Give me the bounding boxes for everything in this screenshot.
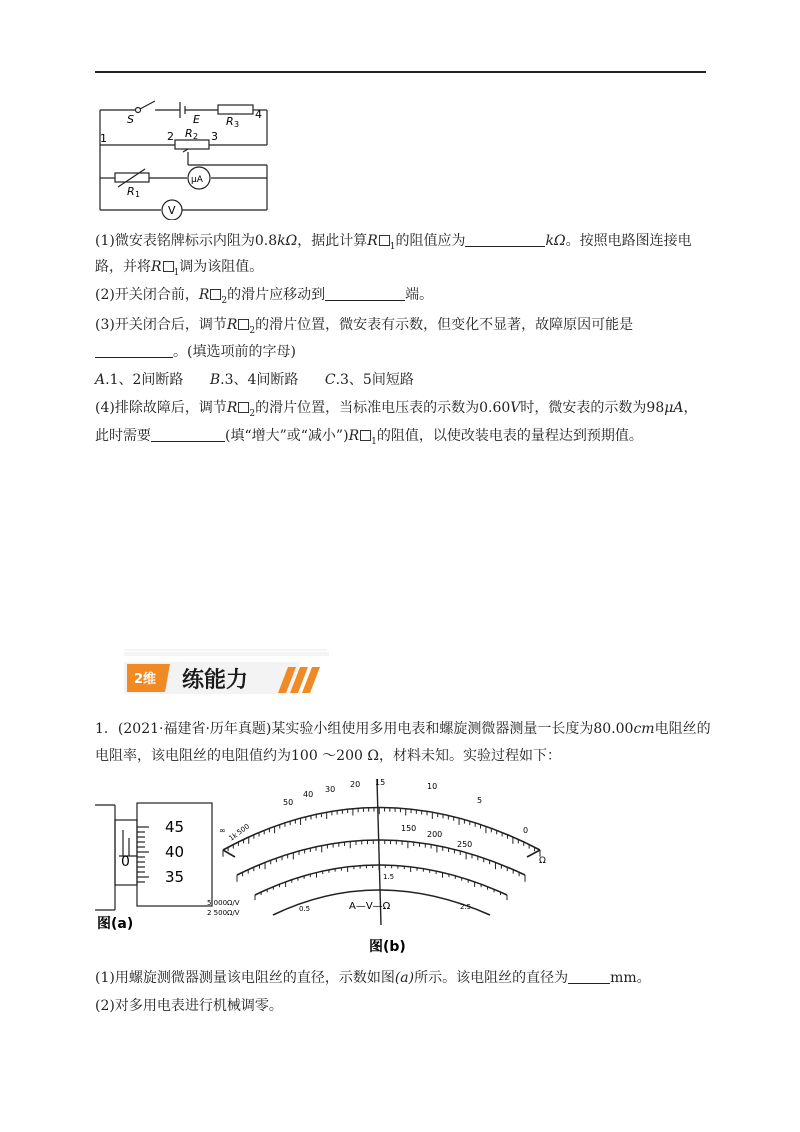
option-b[interactable]: B.3、4间断路 <box>209 372 299 388</box>
inner-tick-25: 2.5 <box>460 903 472 911</box>
micrometer-label-40: 40 <box>165 843 185 861</box>
question-1-line-1: (1)微安表铭牌标示内阻为0.8kΩ，据此计算R $_1$的阻值应为 kΩ。按照电路图连接电 <box>95 233 692 252</box>
option-a[interactable]: A.1、2间断路 <box>95 372 184 388</box>
mid-tick-250: 250 <box>457 840 473 849</box>
question-3-line-2: 。(填选项前的字母) <box>95 342 710 362</box>
caption-a: 图(a) <box>97 916 134 932</box>
circuit-label-1: 1 <box>100 132 107 145</box>
circuit-label-r2: R <box>185 127 193 140</box>
dial-omega: Ω <box>539 856 546 866</box>
circuit-label-2: 2 <box>167 130 174 143</box>
answer-blank-2[interactable] <box>325 285 405 301</box>
answer-blank-1[interactable] <box>465 231 545 247</box>
mid-tick-150: 150 <box>401 824 417 833</box>
circuit-label-v: V <box>168 204 176 217</box>
placeholder-box <box>238 319 249 330</box>
sensitivity-b: 2 500Ω/V <box>207 909 240 917</box>
inner-tick-05: 0.5 <box>299 905 311 913</box>
ohm-tick-5: 5 <box>477 796 483 805</box>
answer-blank-4[interactable] <box>151 426 225 442</box>
inner-tick-15: 1.5 <box>383 873 395 881</box>
answer-blank-3[interactable] <box>95 342 173 358</box>
option-c[interactable]: C.3、5间短路 <box>324 372 414 388</box>
sub-question-1: (1)用螺旋测微器测量该电阻丝的直径，示数如图(a)所示。该电阻丝的直径为 mm。 <box>95 970 651 986</box>
answer-blank-diameter[interactable] <box>568 968 610 984</box>
placeholder-box <box>210 289 221 300</box>
circuit-label-s: S <box>127 113 134 126</box>
mid-tick-200: 200 <box>427 830 443 839</box>
circuit-label-r2-sub: 2 <box>193 132 199 141</box>
placeholder-box <box>238 402 249 413</box>
circuit-label-4: 4 <box>255 108 262 121</box>
circuit-diagram <box>95 95 280 220</box>
ohm-tick-0: 0 <box>523 826 529 835</box>
placeholder-box <box>163 261 174 272</box>
circuit-label-r3: R <box>226 115 234 128</box>
ohm-left-inf: ∞ <box>219 826 226 835</box>
ohm-tick-40: 40 <box>303 790 314 799</box>
ohm-tick-15: 15 <box>375 778 386 787</box>
multimeter-dial <box>205 775 560 960</box>
circuit-label-ua: μA <box>191 175 203 185</box>
micrometer-label-45: 45 <box>165 818 185 836</box>
sub-question-2: (2)对多用电表进行机械调零。 <box>95 998 283 1014</box>
micrometer-zero: 0 <box>121 854 130 870</box>
banner-title: 练能力 <box>182 668 249 693</box>
micrometer-figure <box>95 800 215 940</box>
ohm-tick-20: 20 <box>350 780 361 789</box>
problem-1-line-2: 电阻率，该电阻丝的电阻值约为100 ～200 Ω，材料未知。实验过程如下： <box>95 748 561 764</box>
problem-1-line-1: 1．(2021·福建省·历年真题)某实验小组使用多用电表和螺旋测微器测量一长度为80.00cm电阻丝的 <box>95 721 711 737</box>
circuit-label-r1-sub: 1 <box>135 190 141 199</box>
options-row <box>95 370 710 390</box>
question-4-line-2: 此时需要 (填“增大”或“减小”)R $_1$的阻值，以使改装电表的量程达到预期值。 <box>95 428 643 447</box>
circuit-label-e: E <box>193 113 200 126</box>
question-2: (2)开关闭合前，R $_2$的滑片应移动到 端。 <box>95 287 434 306</box>
ohm-tick-30: 30 <box>325 785 336 794</box>
placeholder-box <box>379 235 390 246</box>
ohm-tick-10: 10 <box>427 782 438 791</box>
question-3-line-1: (3)开关闭合后，调节R $_2$的滑片位置，微安表有示数，但变化不显著，故障原因可能是 <box>95 317 634 336</box>
circuit-label-r1: R <box>127 185 135 198</box>
question-1-line-2: 路，并将R $_1$调为该阻值。 <box>95 259 264 278</box>
circuit-label-r3-sub: 3 <box>234 120 240 129</box>
circuit-label-3: 3 <box>211 130 218 143</box>
sensitivity-a: 5 000Ω/V <box>207 899 240 907</box>
micrometer-label-35: 35 <box>165 868 185 886</box>
question-4-line-1: (4)排除故障后，调节R $_2$的滑片位置，当标准电压表的示数为0.60V时，微安表的示数为98μA， <box>95 400 698 419</box>
ohm-left-500: 500 <box>235 822 252 837</box>
ohm-left-1k: 1k <box>227 831 240 843</box>
avo-label: A—V—Ω <box>349 901 391 912</box>
top-rule <box>95 71 706 73</box>
banner-badge: 2维 <box>134 672 157 687</box>
placeholder-box <box>360 430 371 441</box>
ohm-tick-50: 50 <box>283 798 294 807</box>
section-banner <box>122 649 332 711</box>
caption-b: 图(b) <box>369 939 406 955</box>
